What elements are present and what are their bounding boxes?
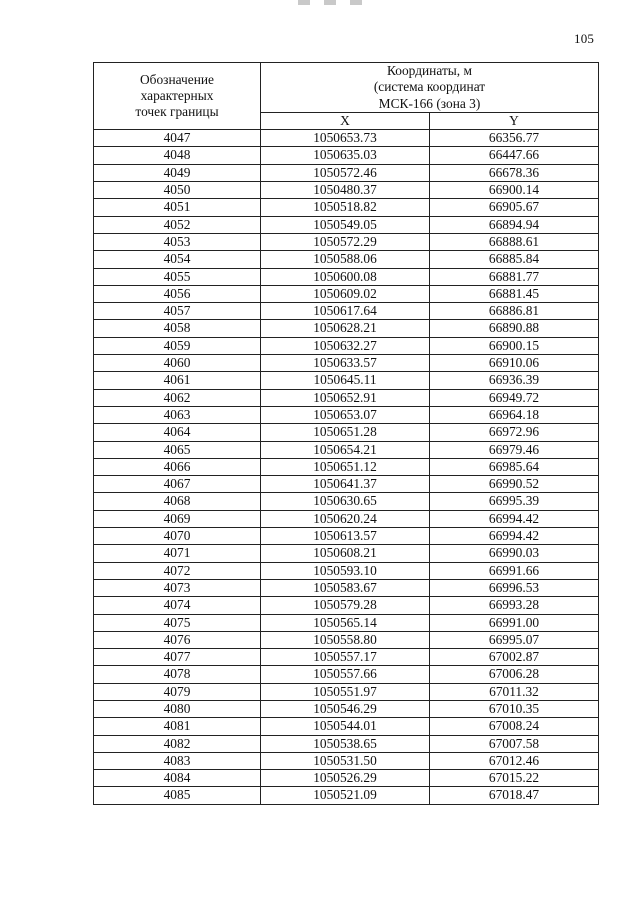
table-row bbox=[94, 441, 599, 458]
x-cell: 1050645.11 bbox=[261, 372, 430, 389]
point-cell: 4057 bbox=[94, 303, 261, 320]
y-cell: 67010.35 bbox=[430, 700, 599, 717]
y-cell: 66356.77 bbox=[430, 130, 599, 147]
y-cell: 66881.45 bbox=[430, 285, 599, 302]
y-cell: 66994.42 bbox=[430, 510, 599, 527]
table-row bbox=[94, 251, 599, 268]
x-cell: 1050558.80 bbox=[261, 631, 430, 648]
table-row bbox=[94, 493, 599, 510]
table-row bbox=[94, 614, 599, 631]
x-cell: 1050521.09 bbox=[261, 787, 430, 804]
table-row bbox=[94, 337, 599, 354]
table-row bbox=[94, 770, 599, 787]
table-row bbox=[94, 406, 599, 423]
coord-header-line: Координаты, м bbox=[387, 63, 472, 78]
point-cell: 4049 bbox=[94, 164, 261, 181]
y-cell: 66949.72 bbox=[430, 389, 599, 406]
x-cell: 1050651.12 bbox=[261, 458, 430, 475]
x-cell: 1050518.82 bbox=[261, 199, 430, 216]
point-cell: 4077 bbox=[94, 649, 261, 666]
coordinates-column-header bbox=[261, 63, 599, 113]
table-row bbox=[94, 718, 599, 735]
x-cell: 1050609.02 bbox=[261, 285, 430, 302]
scan-mark bbox=[298, 0, 310, 5]
y-cell: 67007.58 bbox=[430, 735, 599, 752]
y-cell: 66900.15 bbox=[430, 337, 599, 354]
point-column-header bbox=[94, 63, 261, 130]
table-row bbox=[94, 510, 599, 527]
point-cell: 4080 bbox=[94, 700, 261, 717]
point-cell: 4054 bbox=[94, 251, 261, 268]
y-cell: 67002.87 bbox=[430, 649, 599, 666]
x-cell: 1050653.73 bbox=[261, 130, 430, 147]
x-cell: 1050628.21 bbox=[261, 320, 430, 337]
point-cell: 4068 bbox=[94, 493, 261, 510]
table-row bbox=[94, 130, 599, 147]
x-cell: 1050617.64 bbox=[261, 303, 430, 320]
point-cell: 4082 bbox=[94, 735, 261, 752]
table-row bbox=[94, 562, 599, 579]
point-cell: 4070 bbox=[94, 528, 261, 545]
point-cell: 4059 bbox=[94, 337, 261, 354]
y-cell: 66886.81 bbox=[430, 303, 599, 320]
x-cell: 1050651.28 bbox=[261, 424, 430, 441]
y-cell: 67018.47 bbox=[430, 787, 599, 804]
scan-mark bbox=[350, 0, 362, 5]
y-cell: 66885.84 bbox=[430, 251, 599, 268]
x-cell: 1050551.97 bbox=[261, 683, 430, 700]
y-cell: 67006.28 bbox=[430, 666, 599, 683]
y-cell: 66890.88 bbox=[430, 320, 599, 337]
table-row bbox=[94, 476, 599, 493]
point-cell: 4081 bbox=[94, 718, 261, 735]
point-cell: 4064 bbox=[94, 424, 261, 441]
x-cell: 1050593.10 bbox=[261, 562, 430, 579]
table-row bbox=[94, 320, 599, 337]
point-cell: 4075 bbox=[94, 614, 261, 631]
point-cell: 4048 bbox=[94, 147, 261, 164]
table-body bbox=[94, 130, 599, 805]
scan-mark bbox=[324, 0, 336, 5]
y-cell: 66995.39 bbox=[430, 493, 599, 510]
table-row bbox=[94, 285, 599, 302]
table-header bbox=[94, 63, 599, 130]
y-cell: 66991.00 bbox=[430, 614, 599, 631]
x-cell: 1050526.29 bbox=[261, 770, 430, 787]
x-cell: 1050613.57 bbox=[261, 528, 430, 545]
x-cell: 1050620.24 bbox=[261, 510, 430, 527]
point-cell: 4053 bbox=[94, 233, 261, 250]
point-cell: 4078 bbox=[94, 666, 261, 683]
y-cell: 66991.66 bbox=[430, 562, 599, 579]
y-cell: 66994.42 bbox=[430, 528, 599, 545]
y-cell: 66995.07 bbox=[430, 631, 599, 648]
point-cell: 4047 bbox=[94, 130, 261, 147]
x-cell: 1050600.08 bbox=[261, 268, 430, 285]
table-row bbox=[94, 631, 599, 648]
point-cell: 4052 bbox=[94, 216, 261, 233]
x-cell: 1050544.01 bbox=[261, 718, 430, 735]
x-cell: 1050641.37 bbox=[261, 476, 430, 493]
y-cell: 66910.06 bbox=[430, 355, 599, 372]
table-row bbox=[94, 389, 599, 406]
point-cell: 4069 bbox=[94, 510, 261, 527]
table-row bbox=[94, 303, 599, 320]
table-row bbox=[94, 597, 599, 614]
point-cell: 4067 bbox=[94, 476, 261, 493]
table-row bbox=[94, 147, 599, 164]
point-cell: 4055 bbox=[94, 268, 261, 285]
point-cell: 4058 bbox=[94, 320, 261, 337]
x-cell: 1050480.37 bbox=[261, 182, 430, 199]
y-cell: 67012.46 bbox=[430, 752, 599, 769]
table-row bbox=[94, 355, 599, 372]
table-row bbox=[94, 683, 599, 700]
x-cell: 1050549.05 bbox=[261, 216, 430, 233]
y-column-header: Y bbox=[430, 112, 599, 129]
scan-header-marks bbox=[298, 0, 362, 6]
x-cell: 1050531.50 bbox=[261, 752, 430, 769]
x-cell: 1050572.29 bbox=[261, 233, 430, 250]
point-cell: 4050 bbox=[94, 182, 261, 199]
table-row bbox=[94, 700, 599, 717]
table-row bbox=[94, 579, 599, 596]
table-row bbox=[94, 164, 599, 181]
coord-header-line: МСК-166 (зона 3) bbox=[378, 95, 481, 111]
table-row bbox=[94, 735, 599, 752]
y-cell: 66900.14 bbox=[430, 182, 599, 199]
y-cell: 66990.52 bbox=[430, 476, 599, 493]
point-cell: 4079 bbox=[94, 683, 261, 700]
table-row bbox=[94, 666, 599, 683]
y-cell: 66888.61 bbox=[430, 233, 599, 250]
x-cell: 1050630.65 bbox=[261, 493, 430, 510]
table-row bbox=[94, 545, 599, 562]
x-cell: 1050579.28 bbox=[261, 597, 430, 614]
table-row bbox=[94, 458, 599, 475]
point-cell: 4062 bbox=[94, 389, 261, 406]
point-header-line: точек границы bbox=[135, 104, 219, 120]
table-row bbox=[94, 199, 599, 216]
x-cell: 1050653.07 bbox=[261, 406, 430, 423]
table-row bbox=[94, 752, 599, 769]
x-cell: 1050546.29 bbox=[261, 700, 430, 717]
point-cell: 4063 bbox=[94, 406, 261, 423]
y-cell: 66447.66 bbox=[430, 147, 599, 164]
point-cell: 4060 bbox=[94, 355, 261, 372]
x-cell: 1050635.03 bbox=[261, 147, 430, 164]
table-row bbox=[94, 528, 599, 545]
point-cell: 4076 bbox=[94, 631, 261, 648]
x-cell: 1050588.06 bbox=[261, 251, 430, 268]
coordinates-table bbox=[93, 62, 599, 805]
y-cell: 66993.28 bbox=[430, 597, 599, 614]
table-row bbox=[94, 268, 599, 285]
point-cell: 4084 bbox=[94, 770, 261, 787]
table-row bbox=[94, 649, 599, 666]
table-row bbox=[94, 216, 599, 233]
y-cell: 66881.77 bbox=[430, 268, 599, 285]
coord-header-line: (система координат bbox=[373, 79, 486, 95]
y-cell: 66972.96 bbox=[430, 424, 599, 441]
x-cell: 1050633.57 bbox=[261, 355, 430, 372]
x-cell: 1050654.21 bbox=[261, 441, 430, 458]
table-row bbox=[94, 424, 599, 441]
x-column-header: X bbox=[261, 112, 430, 129]
x-cell: 1050652.91 bbox=[261, 389, 430, 406]
point-cell: 4065 bbox=[94, 441, 261, 458]
point-cell: 4083 bbox=[94, 752, 261, 769]
point-header-line: характерных bbox=[140, 87, 214, 103]
point-cell: 4051 bbox=[94, 199, 261, 216]
y-cell: 66936.39 bbox=[430, 372, 599, 389]
y-cell: 66979.46 bbox=[430, 441, 599, 458]
table-row bbox=[94, 233, 599, 250]
x-cell: 1050608.21 bbox=[261, 545, 430, 562]
page-number: 105 bbox=[574, 31, 595, 46]
y-cell: 66985.64 bbox=[430, 458, 599, 475]
point-header-line: Обозначение bbox=[140, 71, 214, 87]
point-cell: 4056 bbox=[94, 285, 261, 302]
x-cell: 1050632.27 bbox=[261, 337, 430, 354]
point-cell: 4066 bbox=[94, 458, 261, 475]
y-cell: 67011.32 bbox=[430, 683, 599, 700]
y-cell: 66964.18 bbox=[430, 406, 599, 423]
point-cell: 4072 bbox=[94, 562, 261, 579]
point-cell: 4085 bbox=[94, 787, 261, 804]
y-cell: 66894.94 bbox=[430, 216, 599, 233]
x-cell: 1050565.14 bbox=[261, 614, 430, 631]
y-cell: 67015.22 bbox=[430, 770, 599, 787]
x-cell: 1050538.65 bbox=[261, 735, 430, 752]
point-cell: 4071 bbox=[94, 545, 261, 562]
x-cell: 1050572.46 bbox=[261, 164, 430, 181]
y-cell: 66996.53 bbox=[430, 579, 599, 596]
x-cell: 1050557.66 bbox=[261, 666, 430, 683]
y-cell: 66990.03 bbox=[430, 545, 599, 562]
y-cell: 66678.36 bbox=[430, 164, 599, 181]
point-cell: 4061 bbox=[94, 372, 261, 389]
point-cell: 4074 bbox=[94, 597, 261, 614]
table-row bbox=[94, 787, 599, 804]
x-cell: 1050557.17 bbox=[261, 649, 430, 666]
table-row bbox=[94, 372, 599, 389]
y-cell: 66905.67 bbox=[430, 199, 599, 216]
y-cell: 67008.24 bbox=[430, 718, 599, 735]
table-row bbox=[94, 182, 599, 199]
point-cell: 4073 bbox=[94, 579, 261, 596]
x-cell: 1050583.67 bbox=[261, 579, 430, 596]
